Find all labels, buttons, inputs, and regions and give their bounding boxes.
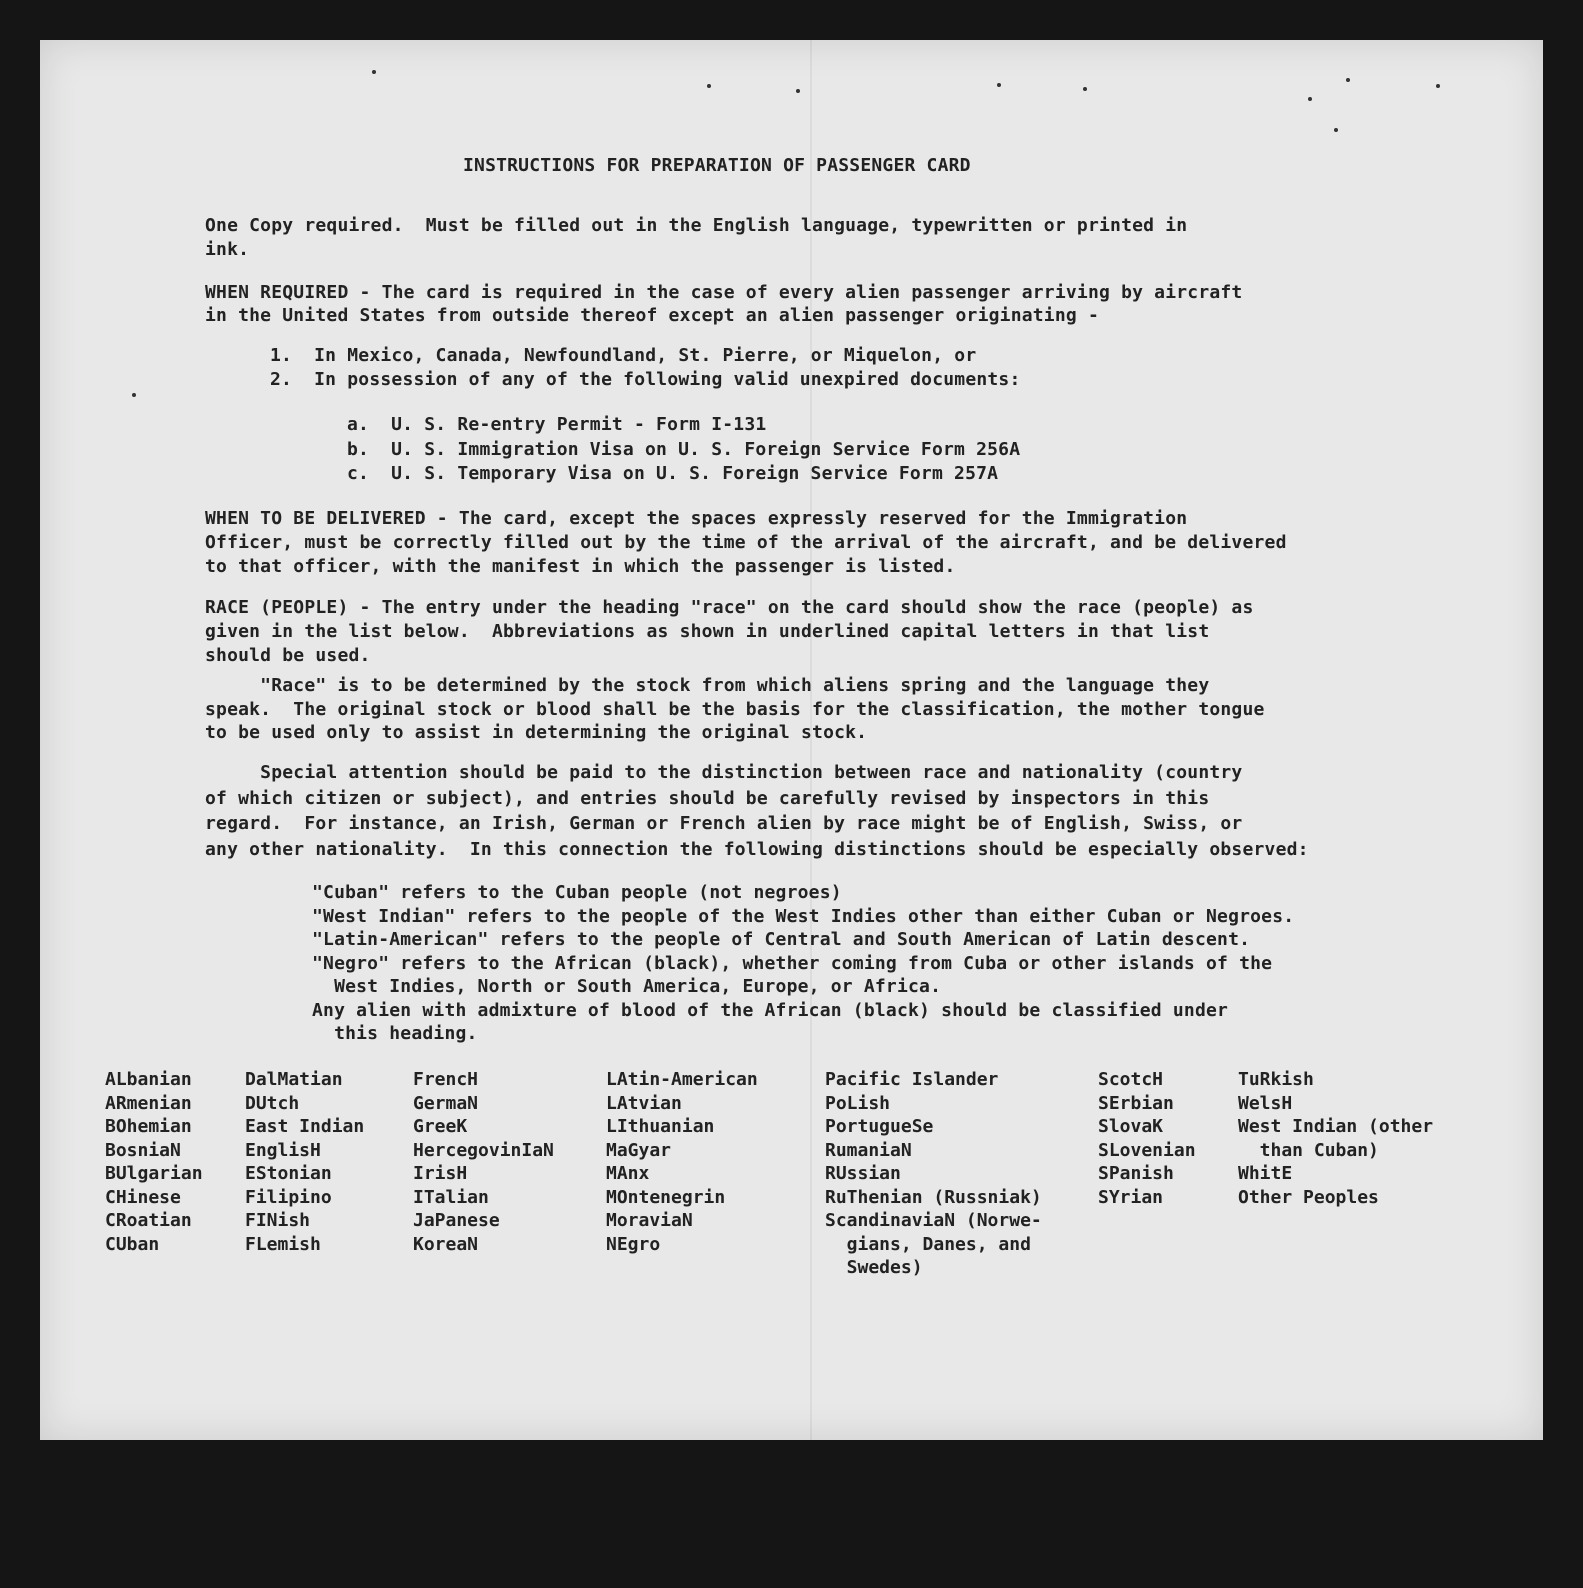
when-required-paragraph: WHEN REQUIRED - The card is required in the case of every alien passenger arriving by aircraft in the United States from outside thereof except an alien passenger originating - bbox=[205, 282, 1243, 326]
race-list-item: WhitE bbox=[1238, 1163, 1293, 1184]
race-paragraph-1: RACE (PEOPLE) - The entry under the heading "race" on the card should show the race (people) as given in the list below. Abbreviations as shown in underlined capital letters in that list should be used. bbox=[205, 597, 1254, 666]
speck bbox=[707, 84, 711, 88]
race-list-item: FINish bbox=[245, 1210, 311, 1231]
race-list-item: LAtvian bbox=[606, 1092, 682, 1114]
race-paragraph-3: Special attention should be paid to the distinction between race and nationality (country of which citizen or subject), and entries should be carefully revised by inspectors in this regard. For instance, an Irish, German or French alien by race might be of English, Swiss, or any other nationality. In this connection the following distinctions should be especially observed: bbox=[205, 762, 1309, 860]
race-list-item: PortugueSe bbox=[825, 1116, 934, 1137]
speck bbox=[1308, 97, 1312, 101]
race-list-column-3 bbox=[413, 1068, 554, 1256]
race-list-column-7 bbox=[1238, 1068, 1433, 1209]
race-list-item: SlovaK bbox=[1098, 1116, 1164, 1137]
race-list-item: CHinese bbox=[105, 1186, 181, 1208]
speck bbox=[1334, 128, 1338, 132]
race-list-item: LIthuanian bbox=[606, 1116, 715, 1137]
race-list-item: EnglisH bbox=[245, 1139, 321, 1161]
race-list-item: BUlgarian bbox=[105, 1163, 203, 1184]
race-list-item: BOhemian bbox=[105, 1116, 192, 1137]
race-list-item: FrencH bbox=[413, 1069, 479, 1090]
race-list-item: ScotcH bbox=[1098, 1069, 1164, 1090]
race-distinctions: "Cuban" refers to the Cuban people (not negroes) "West Indian" refers to the people of the West Indies other than either Cuban or Negroes. "Latin-American" refers to the people of Central and South American of Latin descent. "Negro" refers to the African (black), whether coming from Cuba or other islands of the West Indies, North or South America, Europe, or Africa. Any alien with admixture of blood of the African (black) should be classified under this heading. bbox=[312, 882, 1295, 1044]
race-list-item: LAtin-American bbox=[606, 1069, 758, 1090]
race-list-item: RuThenian (Russniak) bbox=[825, 1186, 1042, 1208]
race-list-item: ARmenian bbox=[105, 1092, 192, 1114]
race-list-item: SLovenian bbox=[1098, 1139, 1196, 1161]
race-list-item: GermaN bbox=[413, 1092, 479, 1114]
race-list-item: MAnx bbox=[606, 1163, 650, 1184]
when-required-items: 1. In Mexico, Canada, Newfoundland, St. Pierre, or Miquelon, or 2. In possession of any of the following valid unexpired documents: bbox=[270, 345, 1021, 390]
speck bbox=[1346, 78, 1350, 82]
race-list-column-2 bbox=[245, 1068, 364, 1256]
race-list-item: NEgro bbox=[606, 1233, 661, 1255]
race-list-item: RumaniaN bbox=[825, 1139, 912, 1161]
race-list-item: KoreaN bbox=[413, 1233, 479, 1255]
race-list-item: BosniaN bbox=[105, 1139, 181, 1161]
race-list-item: WelsH bbox=[1238, 1092, 1293, 1114]
race-list-item: CUban bbox=[105, 1233, 160, 1255]
race-list-item: East Indian bbox=[245, 1116, 365, 1137]
race-list-item: JaPanese bbox=[413, 1210, 500, 1231]
race-list-item: PoLish bbox=[825, 1092, 891, 1114]
race-list-item: Filipino bbox=[245, 1186, 332, 1208]
race-list-item: West Indian (other bbox=[1238, 1116, 1434, 1137]
race-list-item: HercegovinIaN bbox=[413, 1139, 554, 1161]
race-list-column-6 bbox=[1098, 1068, 1196, 1209]
speck bbox=[796, 89, 800, 93]
race-list-item: EStonian bbox=[245, 1163, 332, 1184]
race-list-item: SPanish bbox=[1098, 1163, 1174, 1184]
race-list-item: DUtch bbox=[245, 1092, 300, 1114]
speck bbox=[1083, 87, 1087, 91]
race-list-item: Swedes) bbox=[825, 1257, 923, 1278]
race-list-item: SErbian bbox=[1098, 1092, 1174, 1114]
speck bbox=[997, 83, 1001, 87]
race-list-column-5 bbox=[825, 1068, 1042, 1280]
intro-paragraph: One Copy required. Must be filled out in the English language, typewritten or printed in ink. bbox=[205, 215, 1188, 260]
race-list-item: CRoatian bbox=[105, 1210, 192, 1231]
race-paragraph-2: "Race" is to be determined by the stock from which aliens spring and the language they speak. The original stock or blood shall be the basis for the classification, the mother tongue to be used only to assist in determining the original stock. bbox=[205, 675, 1265, 743]
speck bbox=[132, 393, 136, 397]
race-list-item: than Cuban) bbox=[1238, 1139, 1379, 1161]
race-list-item: IrisH bbox=[413, 1163, 468, 1184]
race-list-item: RUssian bbox=[825, 1163, 901, 1184]
race-list-item: FLemish bbox=[245, 1233, 321, 1255]
document-title: INSTRUCTIONS FOR PREPARATION OF PASSENGER CARD bbox=[463, 155, 971, 176]
document-subitems: a. U. S. Re-entry Permit - Form I-131 b. U. S. Immigration Visa on U. S. Foreign Service Form 256A c. U. S. Temporary Visa on U. S. Foreign Service Form 257A bbox=[347, 414, 1021, 484]
race-list-column-4 bbox=[606, 1068, 758, 1256]
race-list-column-1 bbox=[105, 1068, 203, 1256]
race-list-item: ALbanian bbox=[105, 1069, 192, 1090]
speck bbox=[372, 70, 376, 74]
race-list-item: gians, Danes, and bbox=[825, 1233, 1031, 1255]
race-list-item: DalMatian bbox=[245, 1069, 343, 1090]
race-list-item: SYrian bbox=[1098, 1186, 1164, 1208]
race-list-item: ScandinaviaN (Norwe- bbox=[825, 1210, 1042, 1231]
race-list-item: Other Peoples bbox=[1238, 1186, 1379, 1208]
race-list-item: MoraviaN bbox=[606, 1210, 693, 1231]
race-list-item: Pacific Islander bbox=[825, 1069, 999, 1090]
race-list-item: MOntenegrin bbox=[606, 1186, 726, 1208]
race-list-item: GreeK bbox=[413, 1116, 468, 1137]
race-list-item: MaGyar bbox=[606, 1139, 672, 1161]
speck bbox=[1436, 84, 1440, 88]
race-list-item: ITalian bbox=[413, 1186, 489, 1208]
race-list-item: TuRkish bbox=[1238, 1069, 1314, 1090]
when-delivered-paragraph: WHEN TO BE DELIVERED - The card, except the spaces expressly reserved for the Immigration Officer, must be correctly filled out by the time of the arrival of the aircraft, and be delivered to that officer, with the manifest in which the passenger is listed. bbox=[205, 508, 1287, 577]
